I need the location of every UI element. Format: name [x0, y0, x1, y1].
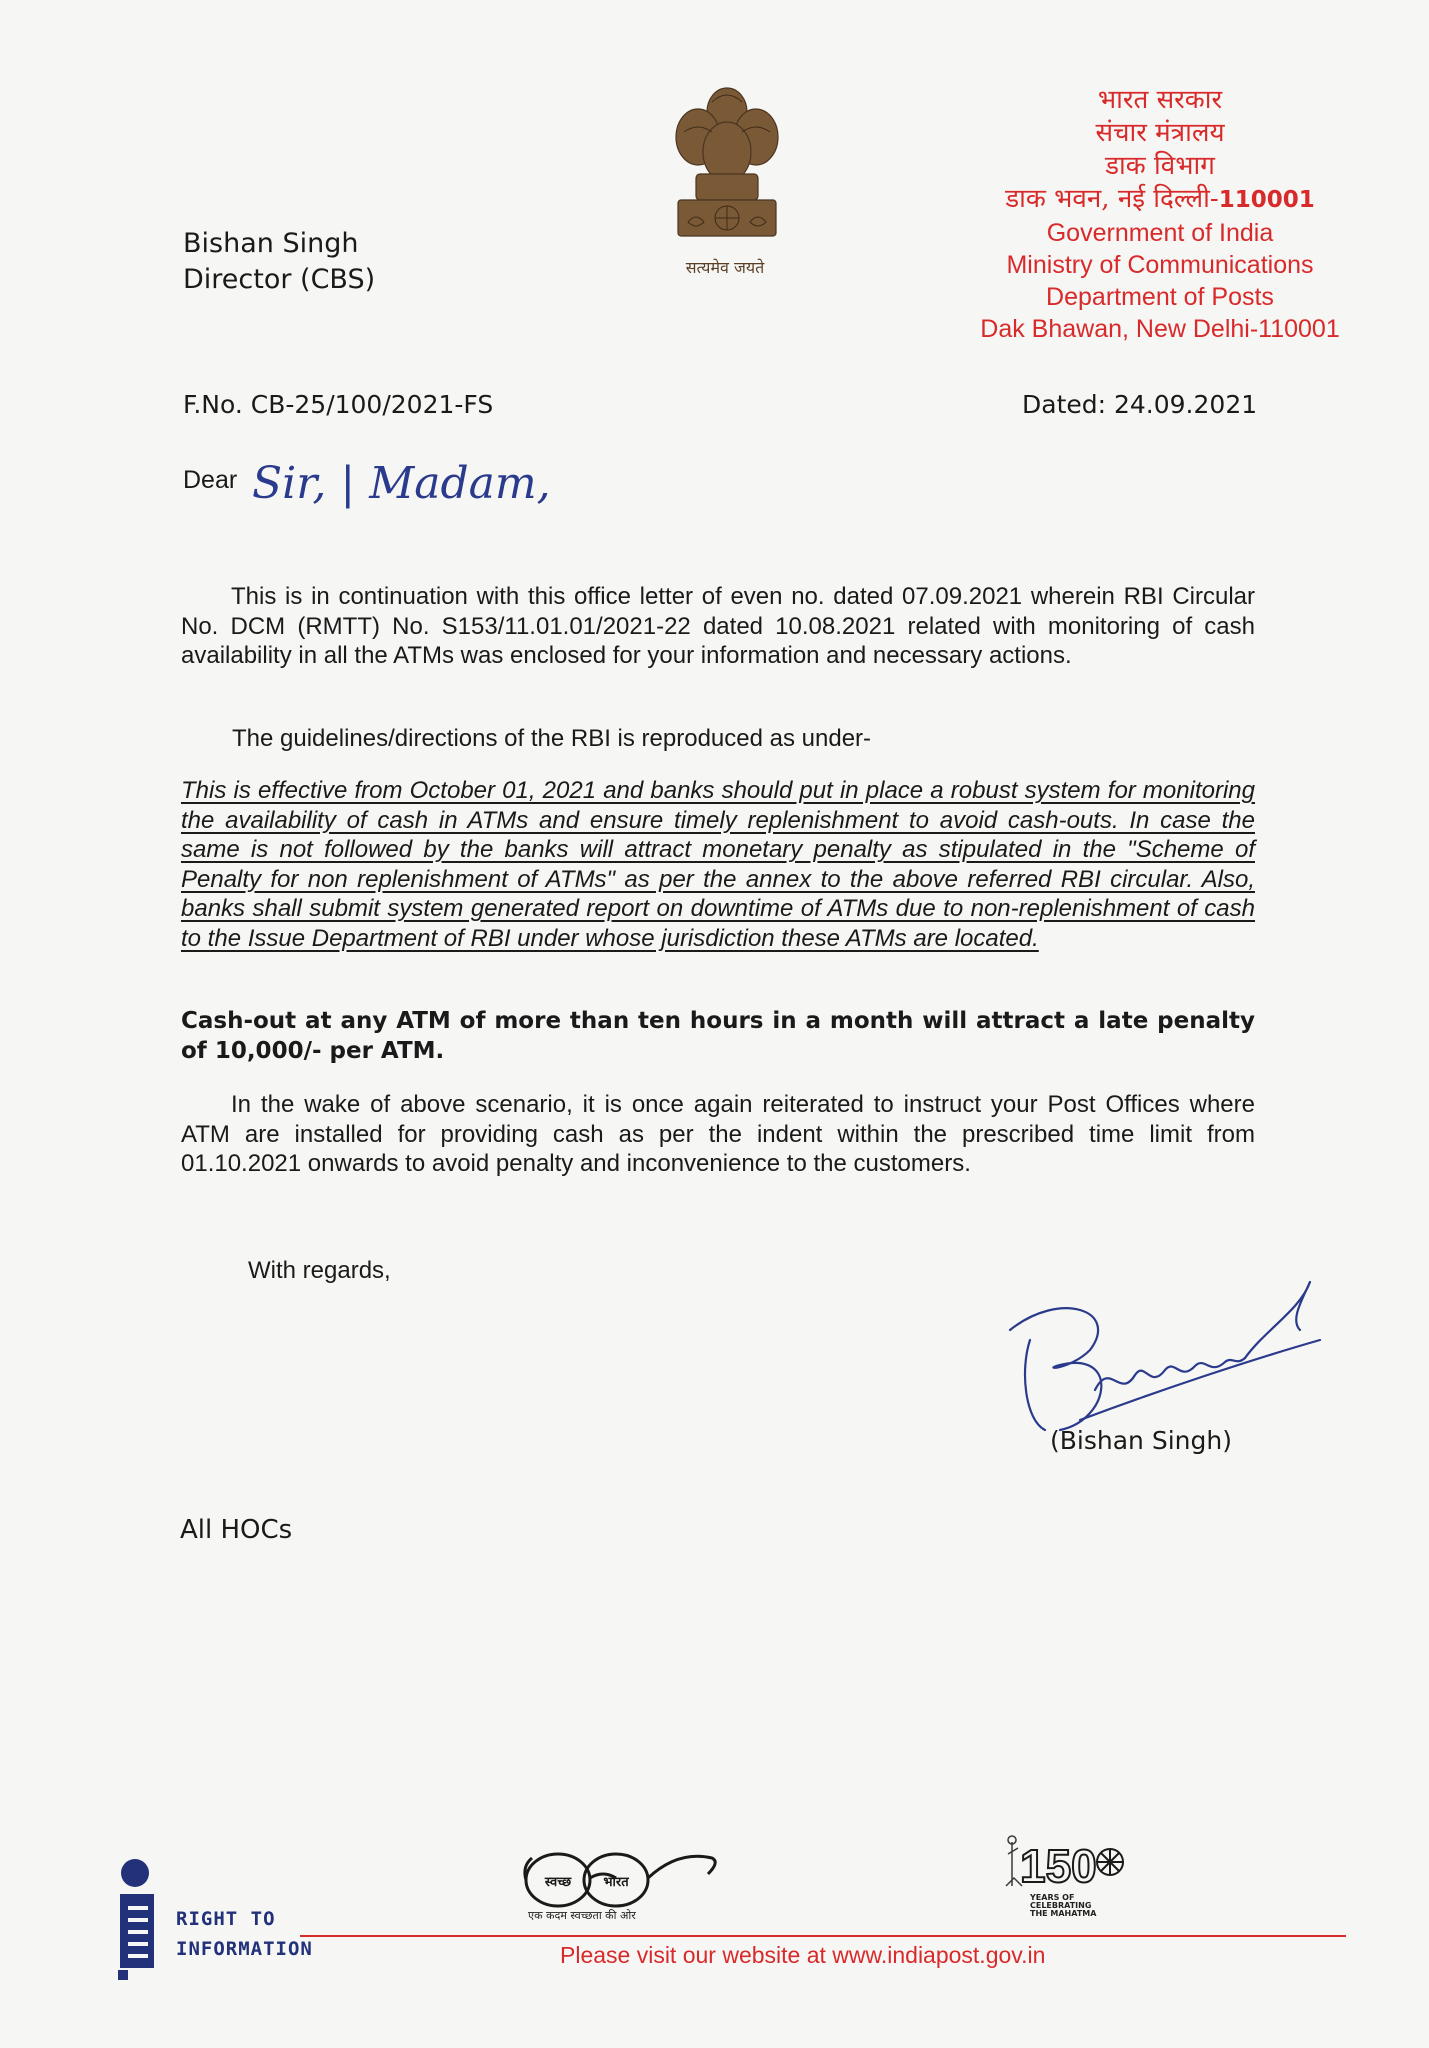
dept-hindi-line-4: [940, 183, 1380, 217]
emblem-motto: सत्यमेव जयते: [685, 258, 765, 277]
dept-english-line-3: Department of Posts: [1046, 283, 1274, 311]
sender-designation: Director (CBS): [183, 264, 376, 295]
rti-label-line-2: INFORMATION: [176, 1938, 313, 1960]
paragraph-instruction: In the wake of above scenario, it is once again reiterated to instruct your Post Offices where ATM are installed for providing cash as per the indent within the prescribed time limit from 01.10.2021 onwards to avoid penalty and inconvenience to the customers.: [181, 1091, 1255, 1177]
sender-name: Bishan Singh: [183, 228, 359, 259]
handwritten-salutation: [252, 452, 552, 522]
department-letterhead: [940, 84, 1380, 345]
swachh-tagline: एक कदम स्वच्छता की ओर: [528, 1909, 636, 1922]
addressee: All HOCs: [180, 1515, 293, 1545]
national-emblem-icon: [668, 82, 786, 282]
dept-hindi-line-2: संचार मंत्रालय: [1095, 118, 1225, 148]
dept-english-line-1: Government of India: [1046, 219, 1274, 247]
years-caption-line-3: THE MAHATMA: [1030, 1909, 1097, 1918]
dept-hindi-pin: 110001: [1218, 187, 1315, 213]
rbi-guideline-quote: This is effective from October 01, 2021 and banks should put in place a robust system for monitoring the availability of cash in ATMs and ensure timely replenishment to avoid cash-outs. In case the same is not followed by the banks will attract monetary penalty as stipulated in the "Scheme of Penalty for non replenishment of ATMs" as per the annex to the above referred RBI circular. Also, banks shall submit system generated report on downtime of ATMs due to non-replenishment of cash to the Issue Department of RBI under whose jurisdiction these ATMs are located.: [181, 777, 1255, 952]
rti-label-line-1: RIGHT TO: [176, 1908, 276, 1930]
closing-regards: With regards,: [248, 1257, 391, 1284]
paragraph-guidelines-intro: The guidelines/directions of the RBI is reproduced as under-: [232, 725, 872, 752]
years-caption-line-1: YEARS OF: [1030, 1893, 1075, 1902]
dept-hindi-line-3: डाक विभाग: [1105, 151, 1215, 181]
dept-english-line-4: Dak Bhawan, New Delhi-110001: [980, 315, 1340, 343]
dept-hindi-address: डाक भवन, नई दिल्ली-: [1005, 184, 1219, 214]
dept-english-line-2: Ministry of Communications: [1006, 251, 1314, 279]
years-caption-line-2: CELEBRATING: [1030, 1901, 1092, 1910]
handwritten-salutation-text: Sir, | Madam,: [252, 458, 551, 509]
years-number: 150: [1020, 1840, 1097, 1892]
paragraph-continuation: This is in continuation with this office letter of even no. dated 07.09.2021 wherein RBI Circular No. DCM (RMTT) No. S153/11.01.01/2021-22 dated 10.08.2021 related with monitoring of cash availability in all the ATMs was enclosed for your information and necessary actions.: [181, 583, 1255, 669]
dept-hindi-line-1: भारत सरकार: [1097, 85, 1223, 115]
swachh-word-2: भारत: [603, 1875, 629, 1890]
penalty-statement: Cash-out at any ATM of more than ten hours in a month will attract a late penalty of 10,000/- per ATM.: [181, 1008, 1255, 1064]
salutation-printed: Dear: [183, 466, 238, 494]
signatory-name: (Bishan Singh): [1050, 1426, 1232, 1455]
website-notice: Please visit our website at www.indiapost.gov.in: [560, 1942, 1046, 1968]
footer-divider: [300, 1935, 1346, 1937]
signature-image: [1000, 1270, 1330, 1440]
right-to-information-icon: [118, 1858, 164, 1980]
letter-date: Dated: 24.09.2021: [1022, 390, 1258, 419]
file-number: F.No. CB-25/100/2021-FS: [183, 390, 494, 419]
swachh-word-1: स्वच्छ: [544, 1875, 572, 1890]
years-caption: [1030, 1894, 1096, 1918]
sender-block: [183, 226, 375, 298]
